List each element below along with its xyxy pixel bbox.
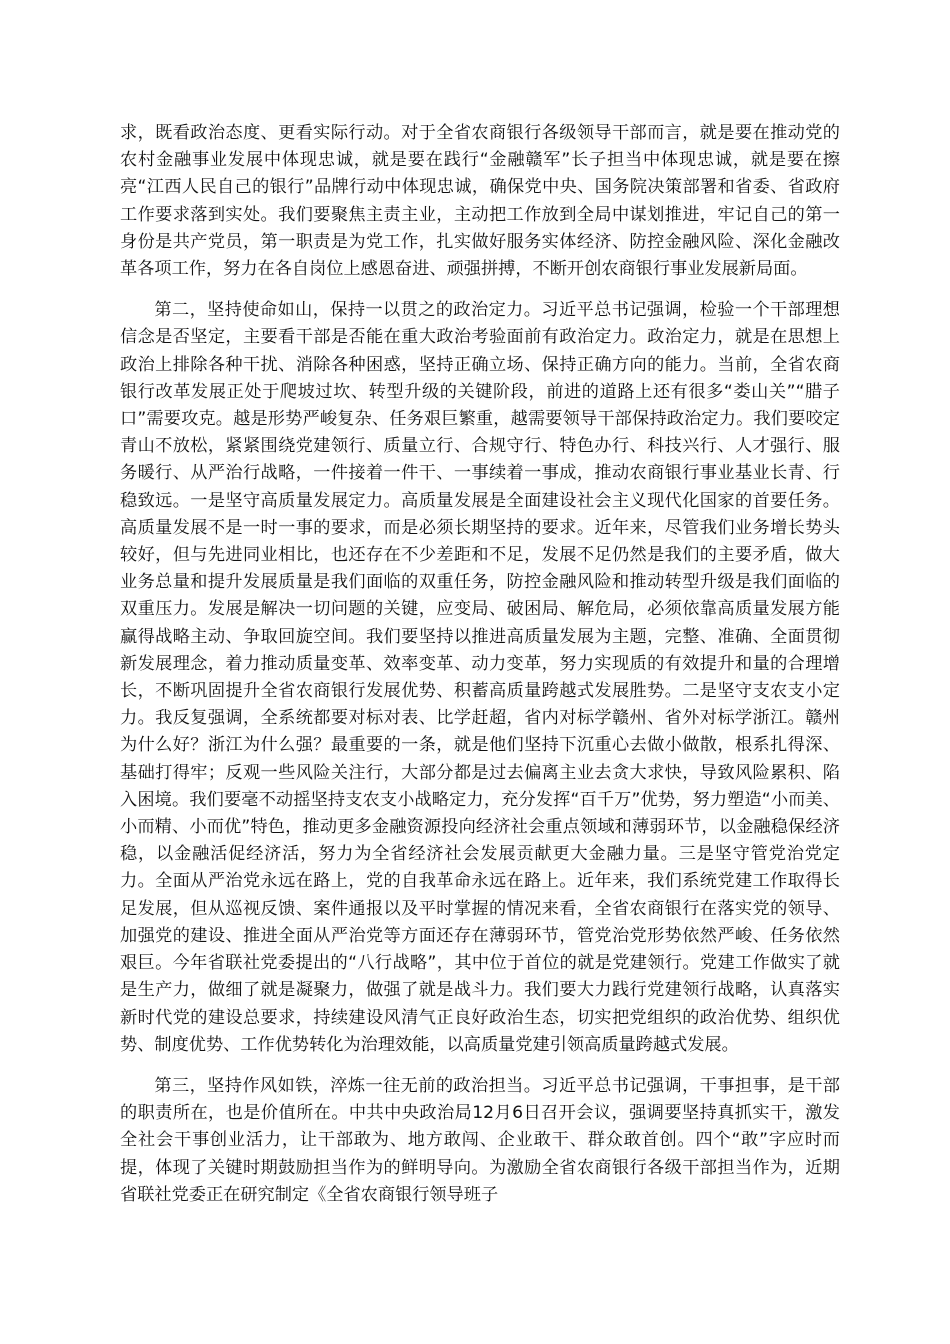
paragraph-1-continued: 求，既看政治态度、更看实际行动。对于全省农商银行各级领导干部而言，就是要在推动党的农村金融事业发展中体现忠诚，就是要在践行“金融赣军”长子担当中体现忠诚，就是要在擦亮“江西人民自己的银行”品牌行动中体现忠诚，确保党中央、国务院决策部署和省委、省政府工作要求落到实处。我们要聚焦主责主业，主动把工作放到全局中谋划推进，牢记自己的第一身份是共产党员，第一职责是为党工作，扎实做好服务实体经济、防控金融风险、深化金融改革各项工作，努力在各自岗位上感恩奋进、顽强拼搏，不断开创农商银行事业发展新局面。	[120, 123, 840, 280]
document-body	[120, 120, 840, 1209]
paragraph-2: 第二，坚持使命如山，保持一以贯之的政治定力。习近平总书记强调，检验一个干部理想信念是否坚定，主要看干部是否能在重大政治考验面前有政治定力。政治定力，就是在思想上政治上排除各种干扰、消除各种困惑，坚持正确立场、保持正确方向的能力。当前，全省农商银行改革发展正处于爬坡过坎、转型升级的关键阶段，前进的道路上还有很多“娄山关”“腊子口”需要攻克。越是形势严峻复杂、任务艰巨繁重，越需要领导干部保持政治定力。我们要咬定青山不放松，紧紧围绕党建领行、质量立行、合规守行、特色办行、科技兴行、人才强行、服务暖行、从严治行战略，一件接着一件干、一事续着一事成，推动农商银行事业基业长青、行稳致远。一是坚守高质量发展定力。高质量发展是全面建设社会主义现代化国家的首要任务。高质量发展不是一时一事的要求，而是必须长期坚持的要求。近年来，尽管我们业务增长势头较好，但与先进同业相比，也还存在不少差距和不足，发展不足仍然是我们的主要矛盾，做大业务总量和提升发展质量是我们面临的双重任务，防控金融风险和推动转型升级是我们面临的双重压力。发展是解决一切问题的关键，应变局、破困局、解危局，必须依靠高质量发展方能赢得战略主动、争取回旋空间。我们要坚持以推进高质量发展为主题，完整、准确、全面贯彻新发展理念，着力推动质量变革、效率变革、动力变革，努力实现质的有效提升和量的合理增长，不断巩固提升全省农商银行发展优势、积蓄高质量跨越式发展胜势。二是坚守支农支小定力。我反复强调，全系统都要对标对表、比学赶超，省内对标学赣州、省外对标学浙江。赣州为什么好？浙江为什么强？最重要的一条，就是他们坚持下沉重心去做小做散，根系扎得深、基础打得牢；反观一些风险关注行，大部分都是过去偏离主业去贪大求快，导致风险累积、陷入困境。我们要毫不动摇坚持支农支小战略定力，充分发挥“百千万”优势，努力塑造“小而美、小而精、小而优”特色，推动更多金融资源投向经济社会重点领域和薄弱环节，以金融稳保经济稳，以金融活促经济活，努力为全省经济社会发展贡献更大金融力量。三是坚守管党治党定力。全面从严治党永远在路上，党的自我革命永远在路上。近年来，我们系统党建工作取得长足发展，但从巡视反馈、案件通报以及平时掌握的情况来看，全省农商银行在落实党的领导、加强党的建设、推进全面从严治党等方面还存在薄弱环节，管党治党形势依然严峻、任务依然艰巨。今年省联社党委提出的“八行战略”，其中位于首位的就是党建领行。党建工作做实了就是生产力，做细了就是凝聚力，做强了就是战斗力。我们要大力践行党建领行战略，认真落实新时代党的建设总要求，持续建设风清气正良好政治生态，切实把党组织的政治优势、组织优势、制度优势、工作优势转化为治理效能，以高质量党建引领高质量跨越式发展。	[120, 300, 840, 1055]
paragraph-3: 第三，坚持作风如铁，淬炼一往无前的政治担当。习近平总书记强调，干事担事，是干部的职责所在，也是价值所在。中共中央政治局12月6日召开会议，强调要坚持真抓实干，激发全社会干事创业活力，让干部敢为、地方敢闯、企业敢干、群众敢首创。四个“敢”字应时而提，体现了关键时期鼓励担当作为的鲜明导向。为激励全省农商银行各级干部担当作为，近期省联社党委正在研究制定《全省农商银行领导班子	[120, 1075, 840, 1205]
